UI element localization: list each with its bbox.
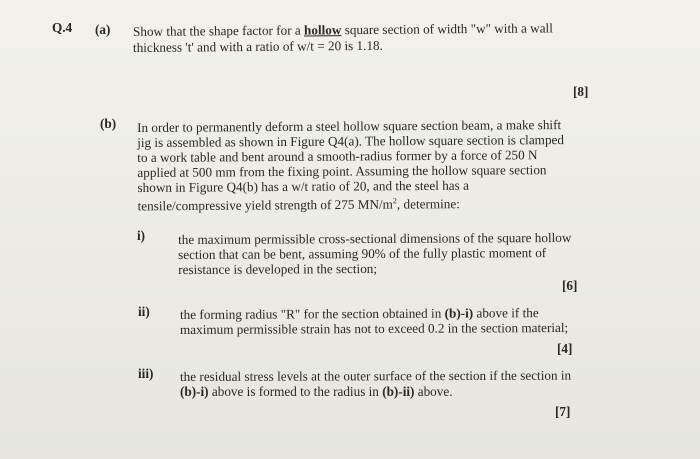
hollow-emphasis: hollow — [303, 22, 342, 38]
sub-ii-ref: (b)-i) — [444, 305, 474, 321]
sub-iii-ref-1: (b)-i) — [180, 384, 209, 399]
part-b-line: to a work table and bent around a smooth-radius former by a force of 250 N — [137, 147, 538, 165]
sub-i-paragraph — [178, 230, 578, 277]
part-b-line: shown in Figure Q4(b) has a w/t ratio of 20, and the steel has a — [137, 177, 469, 195]
sub-ii-line-1: the forming radius "R" for the section obtained in (b)-i) above if the — [179, 305, 539, 322]
sub-iii-line-2: (b)-i) above is formed to the radius in (b)-ii) above. — [180, 384, 453, 399]
part-a-label: (a) — [95, 22, 111, 37]
sub-iii-line-1: the residual stress levels at the outer surface of the section if the section in — [179, 367, 572, 384]
part-b-line: applied at 500 mm from the fixing point. Assuming the hollow square section — [137, 162, 547, 180]
question-number: Q.4 — [52, 20, 73, 35]
sub-i-line: section that can be bent, assuming 90% of the fully plastic moment of — [178, 245, 547, 262]
part-b-line: jig is assembled as shown in Figure Q4(a). The hollow square section is clamped — [137, 132, 565, 150]
sub-iii-ref-2: (b)-ii) — [382, 384, 415, 399]
sub-ii-label: ii) — [138, 304, 150, 319]
part-a-marks: [8] — [573, 84, 589, 99]
part-a-line-1: Show that the shape factor for a hollow square section of width "w" with a wall — [132, 20, 553, 39]
part-b-label: (b) — [100, 116, 117, 131]
sub-iii-label: iii) — [138, 366, 154, 381]
part-b-paragraph — [137, 117, 586, 214]
sub-iii-marks: [7] — [555, 404, 571, 419]
sub-i-line: resistance is developed in the section; — [178, 260, 378, 277]
sub-ii-marks: [4] — [557, 341, 573, 356]
sub-i-label: i) — [137, 228, 146, 243]
part-b-line-last: tensile/compressive yield strength of 275 $MN/m^2$, determine: — [137, 196, 460, 214]
part-b-line: In order to permanently deform a steel hollow square section beam, a make shift — [137, 117, 562, 135]
sub-ii-line-2: maximum permissible strain has not to exceed 0.2 in the section material; — [179, 319, 569, 337]
sub-i-line: the maximum permissible cross-sectional dimensions of the square hollow — [178, 229, 572, 247]
sub-i-marks: [6] — [562, 278, 578, 293]
part-a-line-2: thickness 't' and with a ratio of w/t = 20 is 1.18. — [132, 37, 383, 55]
